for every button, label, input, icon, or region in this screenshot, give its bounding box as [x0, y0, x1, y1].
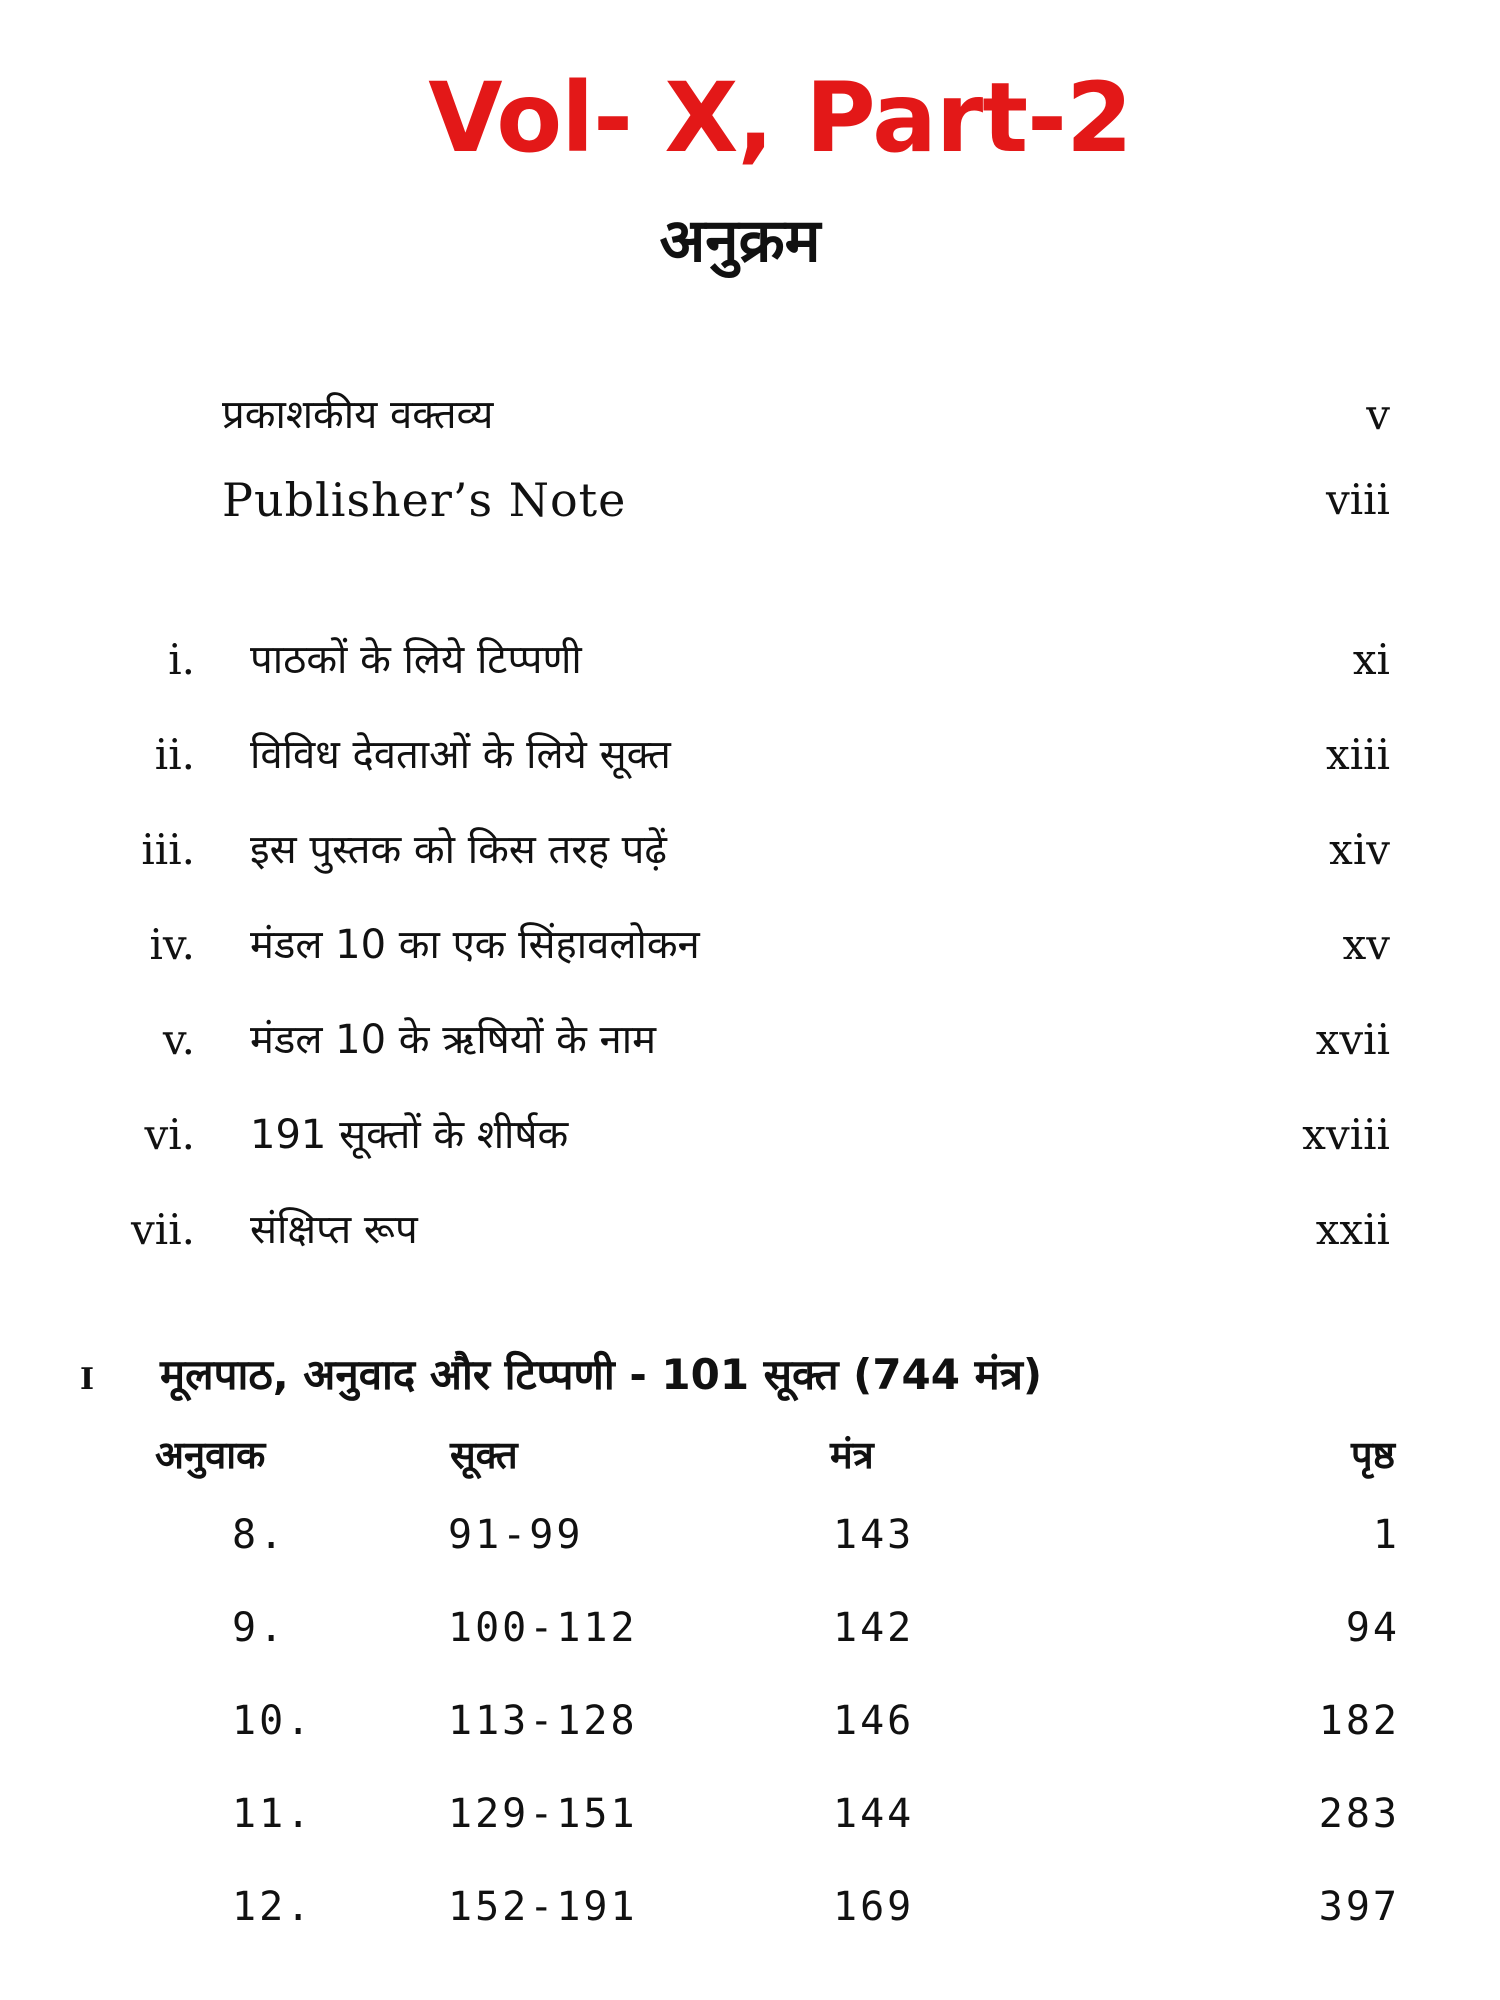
- table-row: [0, 1784, 1500, 1844]
- cell-sukta: 91-99: [448, 1512, 584, 1558]
- cell-page: 397: [1318, 1884, 1400, 1930]
- table-row: [0, 1877, 1500, 1937]
- entry-number: iv.: [149, 920, 195, 969]
- volume-title: Vol- X, Part-2: [428, 62, 1132, 174]
- contents-entry: [0, 725, 1500, 785]
- cell-sukta: 129-151: [448, 1791, 638, 1837]
- front-matter-page: v: [1366, 390, 1390, 439]
- front-matter-item: [0, 470, 1500, 530]
- entry-label: मंडल 10 के ऋषियों के नाम: [250, 1017, 656, 1063]
- section-heading: [80, 1340, 1042, 1410]
- entry-number: i.: [168, 635, 195, 684]
- entry-number: vi.: [144, 1110, 195, 1159]
- entry-page: xxii: [1315, 1205, 1390, 1254]
- contents-entry: [0, 630, 1500, 690]
- cell-mantra: 142: [833, 1605, 915, 1651]
- table-header-row: [0, 1425, 1500, 1485]
- entry-page: xvii: [1315, 1015, 1390, 1064]
- header-page: पृष्ठ: [1351, 1433, 1395, 1477]
- header-mantra: मंत्र: [830, 1433, 874, 1477]
- entry-label: पाठकों के लिये टिप्पणी: [250, 637, 582, 683]
- cell-anuvak: 12.: [232, 1884, 314, 1930]
- entry-number: v.: [162, 1015, 195, 1064]
- front-matter-label: Publisher’s Note: [222, 473, 627, 527]
- contents-entry: [0, 820, 1500, 880]
- section-title: मूलपाठ, अनुवाद और टिप्पणी - 101 सूक्त (744 मंत्र): [160, 1350, 1043, 1399]
- entry-page: xviii: [1302, 1110, 1390, 1159]
- cell-mantra: 169: [833, 1884, 915, 1930]
- table-row: [0, 1505, 1500, 1565]
- contents-entry: [0, 1105, 1500, 1165]
- header-anuvak: अनुवाक: [155, 1433, 266, 1477]
- cell-anuvak: 11.: [232, 1791, 314, 1837]
- cell-mantra: 146: [833, 1698, 915, 1744]
- table-row: [0, 1598, 1500, 1658]
- entry-page: xiii: [1326, 730, 1390, 779]
- entry-number: ii.: [154, 730, 195, 779]
- cell-anuvak: 9.: [232, 1605, 287, 1651]
- entry-page: xv: [1342, 920, 1390, 969]
- entry-label: इस पुस्तक को किस तरह पढ़ें: [250, 827, 667, 873]
- cell-mantra: 144: [833, 1791, 915, 1837]
- cell-anuvak: 10.: [232, 1698, 314, 1744]
- entry-number: vii.: [131, 1205, 195, 1254]
- cell-page: 283: [1318, 1791, 1400, 1837]
- entry-page: xiv: [1329, 825, 1390, 874]
- cell-page: 182: [1318, 1698, 1400, 1744]
- cell-page: 1: [1372, 1512, 1400, 1558]
- entry-page: xi: [1352, 635, 1390, 684]
- entry-label: विविध देवताओं के लिये सूक्त: [250, 732, 671, 778]
- cell-mantra: 143: [833, 1512, 915, 1558]
- cell-sukta: 100-112: [448, 1605, 638, 1651]
- contents-entry: [0, 915, 1500, 975]
- cell-anuvak: 8.: [232, 1512, 287, 1558]
- cell-sukta: 152-191: [448, 1884, 638, 1930]
- contents-entry: [0, 1010, 1500, 1070]
- header-sukta: सूक्त: [450, 1433, 518, 1477]
- table-row: [0, 1691, 1500, 1751]
- contents-entry: [0, 1200, 1500, 1260]
- front-matter-page: viii: [1325, 475, 1390, 524]
- section-number: I: [80, 1362, 95, 1397]
- cell-sukta: 113-128: [448, 1698, 638, 1744]
- front-matter-item: [0, 385, 1500, 445]
- entry-label: मंडल 10 का एक सिंहावलोकन: [250, 922, 700, 968]
- contents-heading: अनुक्रम: [659, 206, 821, 276]
- front-matter-label: प्रकाशकीय वक्तव्य: [222, 392, 494, 438]
- cell-page: 94: [1345, 1605, 1400, 1651]
- entry-label: 191 सूक्तों के शीर्षक: [250, 1112, 569, 1158]
- entry-number: iii.: [141, 825, 195, 874]
- entry-label: संक्षिप्त रूप: [250, 1207, 418, 1253]
